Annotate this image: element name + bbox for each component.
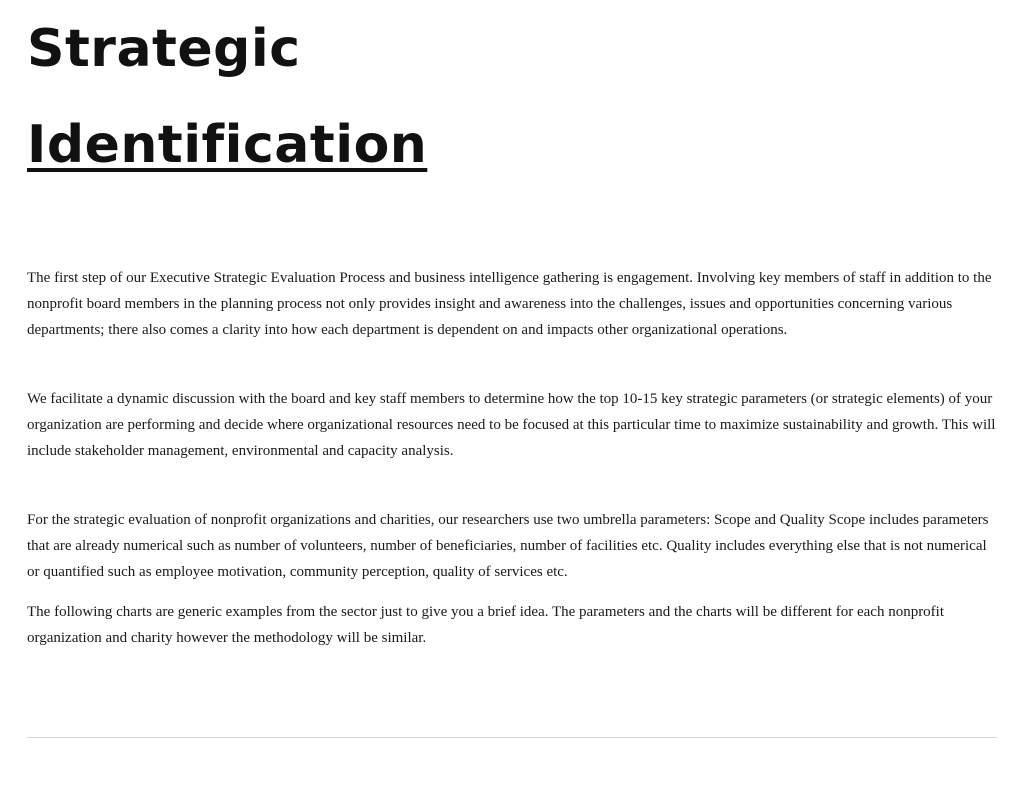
section-divider — [27, 737, 997, 738]
page-title-underlined: Identification — [27, 115, 428, 175]
paragraph-evaluation-parameters: For the strategic evaluation of nonprofit organizations and charities, our researchers use two umbrella parameters: Scope and Quality Scope includes parameters that are already numerical such as number of volunteers, number of beneficiaries, number of facilities etc. Quality includes everything else that is not numerical or quantified such as employee motivation, community perception, quality of services etc. — [27, 512, 989, 580]
paragraph-discussion: We facilitate a dynamic discussion with the board and key staff members to determine how the top 10-15 key strategic parameters (or strategic elements) of your organization are performing and decide where organizational resources need to be focused at this particular time to maximize sustainability and growth. This will include stakeholder management, environmental and capacity analysis. — [27, 391, 996, 459]
page-title-line-2 — [27, 110, 427, 180]
paragraph-charts-intro: The following charts are generic examples from the sector just to give you a brief idea. The parameters and the charts will be different for each nonprofit organization and charity however the methodology will be similar. — [27, 604, 945, 646]
page-title-line-1: Strategic — [27, 19, 301, 79]
paragraph-engagement: The first step of our Executive Strategic Evaluation Process and business intelligence gathering is engagement. Involving key members of staff in addition to the nonprofit board members in the planning process not only provides insight and awareness into the challenges, issues and opportunities concerning various departments; there also comes a clarity into how each department is dependent on and impacts other organizational operations. — [27, 270, 992, 338]
